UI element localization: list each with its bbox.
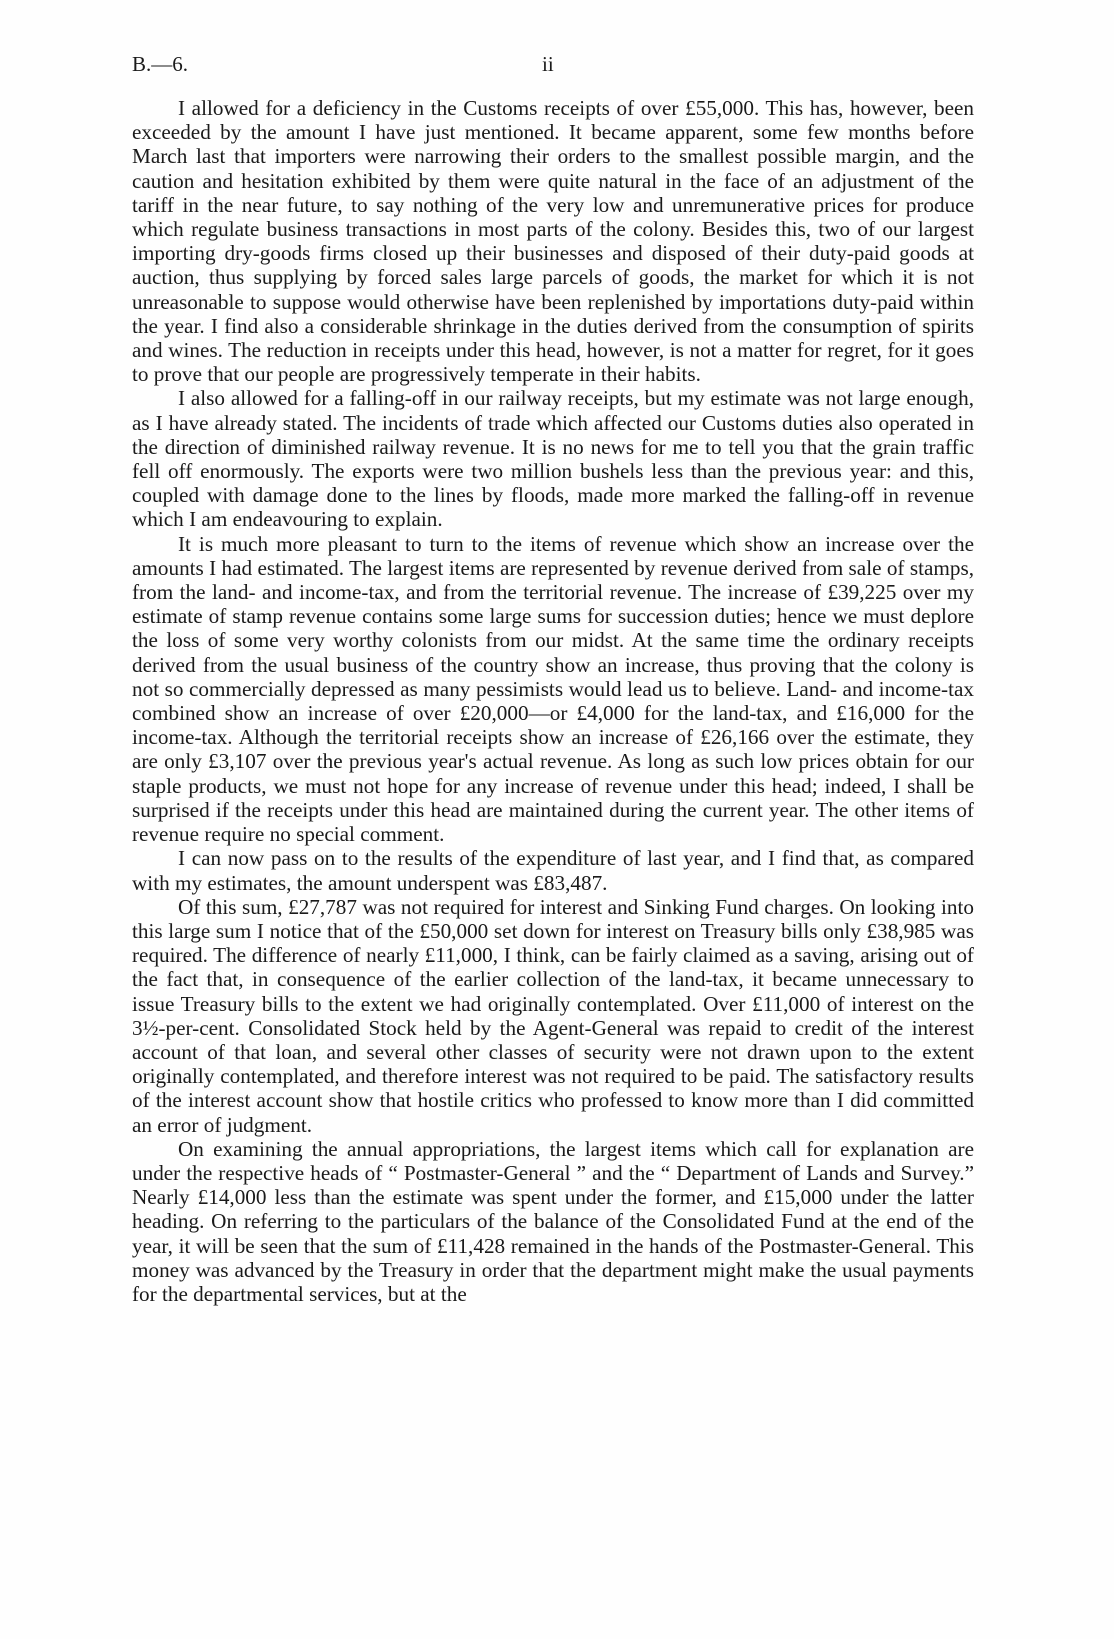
paragraph-railway-receipts: I also allowed for a falling-off in our railway receipts, but my estimate was not large enough, as I have already stated. The incidents of trade which affected our Customs duties also operated in the direction of diminished railway revenue. It is no news for me to tell you that the grain traffic fell off enormously. The exports were two million bushels less than the previous year: and this, coupled with damage done to the lines by floods, made more marked the falling-off in revenue which I am endeavouring to explain. (132, 386, 974, 532)
paragraph-expenditure-results: I can now pass on to the results of the expenditure of last year, and I find that, as compared with my estimates, the amount underspent was £83,487. (132, 846, 974, 895)
paragraph-interest-charges: Of this sum, £27,787 was not required for interest and Sinking Fund charges. On looking into this large sum I notice that of the £50,000 set down for interest on Treasury bills only £38,985 was required. The difference of nearly £11,000, I think, can be fairly claimed as a saving, arising out of the fact that, in consequence of the earlier collection of the land-tax, it became unnecessary to issue Treasury bills to the extent we had originally contemplated. Over £11,000 of interest on the 3½-per-cent. Consolidated Stock held by the Agent-General was repaid to credit of the interest account of that loan, and several other classes of security were not drawn upon to the extent originally contemplated, and therefore interest was not required to be paid. The satisfactory results of the interest account show that hostile critics who professed to know more than I did committed an error of judgment. (132, 894, 974, 1137)
page-header (132, 52, 980, 82)
document-reference: B.—6. (132, 52, 189, 76)
paragraph-revenue-increase: It is much more pleasant to turn to the items of revenue which show an increase over the amounts I had estimated. The largest items are represented by revenue derived from sale of stamps, from the land- and income-tax, and from the territorial revenue. The increase of £39,225 over my estimate of stamp revenue contains some large sums for succession duties; hence we must deplore the loss of some very worthy colonists from our midst. At the same time the ordinary receipts derived from the usual business of the country show an increase, thus proving that the colony is not so commercially depressed as many pessimists would lead us to believe. Land- and income-tax combined show an increase of over £20,000—or £4,000 for the land-tax, and £16,000 for the income-tax. Although the territorial receipts show an increase of £26,166 over the estimate, they are only £3,107 over the previous year's actual revenue. As long as such low prices obtain for our staple products, we must not hope for any increase of revenue under this head; indeed, I shall be surprised if the receipts under this head are maintained during the current year. The other items of revenue require no special comment. (132, 531, 974, 847)
paragraph-customs-receipts: I allowed for a deficiency in the Customs receipts of over £55,000. This has, however, been exceeded by the amount I have just mentioned. It became apparent, some few months before March last that importers were narrowing their orders to the smallest possible margin, and the caution and hesitation exhibited by them were quite natural in the face of an adjustment of the tariff in the near future, to say nothing of the very low and unremunerative prices for produce which regulate business transactions in most parts of the colony. Besides this, two of our largest importing dry-goods firms closed up their businesses and disposed of their duty-paid goods at auction, thus supplying by forced sales large parcels of goods, the market for which it is not unreasonable to suppose would otherwise have been replenished by importations duty-paid within the year. I find also a considerable shrinkage in the duties derived from the consumption of spirits and wines. The reduction in receipts under this head, however, is not a matter for regret, for it goes to prove that our people are progressively temperate in their habits. (132, 96, 974, 387)
paragraph-annual-appropriations: On examining the annual appropriations, the largest items which call for explanation are under the respective heads of “ Postmaster-General ” and the “ Department of Lands and Survey.” Nearly £14,000 less than the estimate was spent under the former, and £15,000 under the latter heading. On referring to the particulars of the balance of the Consolidated Fund at the end of the year, it will be seen that the sum of £11,428 remained in the hands of the Postmaster-General. This money was advanced by the Treasury in order that the department might make the usual payments for the departmental services, but at the (132, 1136, 974, 1306)
page-number: ii (542, 52, 554, 76)
body-text (132, 96, 974, 1306)
